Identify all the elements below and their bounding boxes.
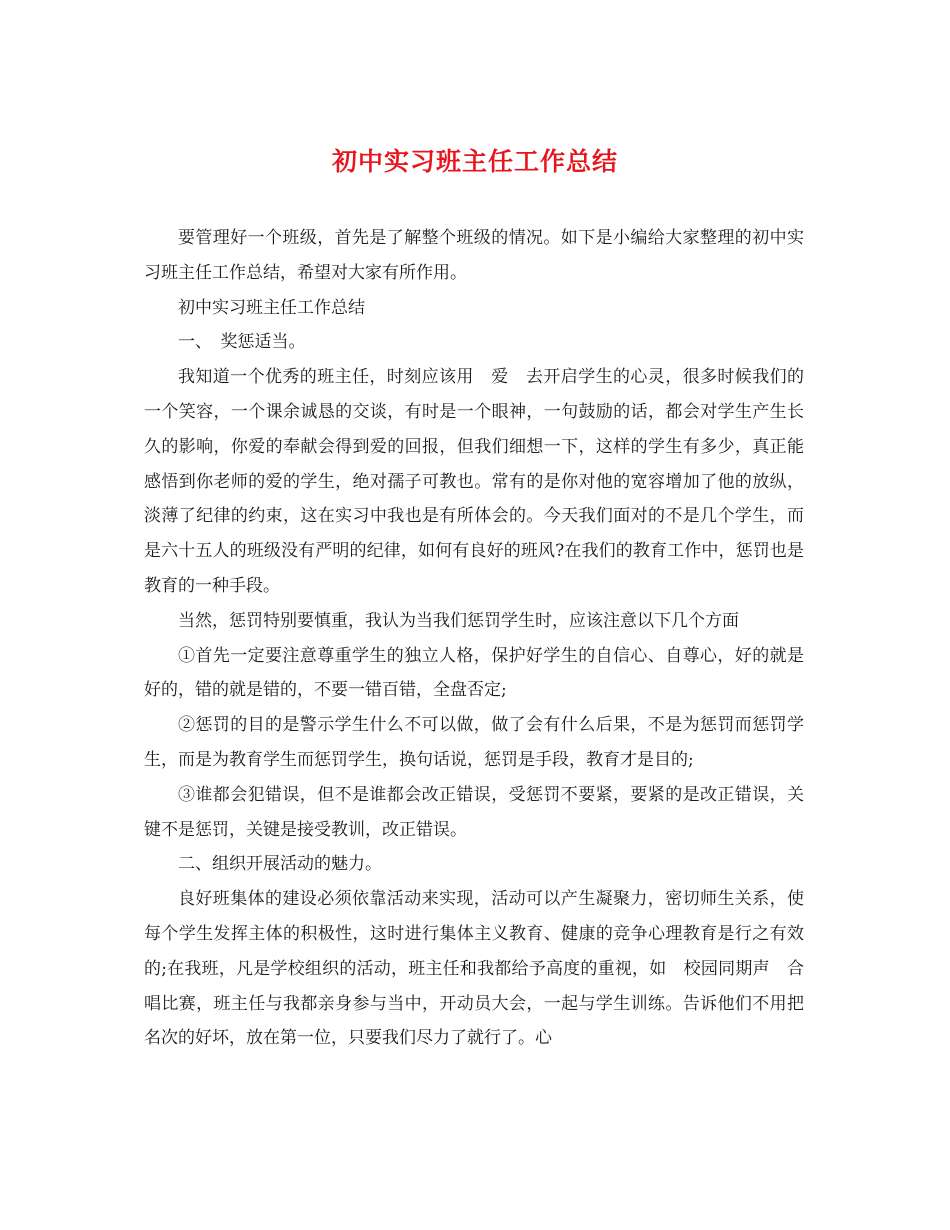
document-body: [144, 221, 804, 1056]
body-paragraph: 当然，惩罚特别要慎重，我认为当我们惩罚学生时，应该注意以下几个方面: [178, 610, 739, 631]
body-paragraph: 良好班集体的建设必须依靠活动来实现，活动可以产生凝聚力，密切师生关系，使每个学生发挥主体的积极性，这时进行集体主义教育、健康的竞争心理教育是行之有效的;在我班，凡是学校组织的活动，班主任和我都给予高度的重视，如 校园同期声 合唱比赛，班主任与我都亲身参与当中，开动员大会，一起与学生训练。告诉他们不用把名次的好坏，放在第一位，只要我们尽力了就行了。心: [144, 889, 804, 1049]
subtitle-line: 初中实习班主任工作总结: [178, 297, 365, 318]
document-title: 初中实习班主任工作总结: [331, 147, 618, 176]
list-item-2: ②惩罚的目的是警示学生什么不可以做，做了会有什么后果，不是为惩罚而惩罚学生，而是为教育学生而惩罚学生，换句话说，惩罚是手段，教育才是目的;: [144, 715, 804, 770]
section-heading-1: 一、 奖惩适当。: [178, 332, 306, 353]
list-item-3: ③谁都会犯错误，但不是谁都会改正错误，受惩罚不要紧，要紧的是改正错误，关键不是惩罚，关键是接受教训，改正错误。: [144, 784, 804, 840]
list-item-1: ①首先一定要注意尊重学生的独立人格，保护好学生的自信心、自尊心，好的就是好的，错的就是错的，不要一错百错，全盘否定;: [144, 645, 804, 701]
body-paragraph: 我知道一个优秀的班主任，时刻应该用 爱 去开启学生的心灵，很多时候我们的一个笑容，一个课余诚恳的交谈，有时是一个眼神，一句鼓励的话，都会对学生产生长久的影响，你爱的奉献会得到爱的回报，但我们细想一下，这样的学生有多少，真正能感悟到你老师的爱的学生，绝对孺子可教也。常有的是你对他的宽容增加了他的放纵，淡薄了纪律的约束，这在实习中我也是有所体会的。今天我们面对的不是几个学生，而是六十五人的班级没有严明的纪律，如何有良好的班风?在我们的教育工作中，惩罚也是教育的一种手段。: [144, 367, 804, 596]
section-heading-2: 二、组织开展活动的魅力。: [178, 854, 382, 875]
intro-paragraph: 要管理好一个班级，首先是了解整个班级的情况。如下是小编给大家整理的初中实习班主任工作总结，希望对大家有所作用。: [144, 228, 804, 283]
